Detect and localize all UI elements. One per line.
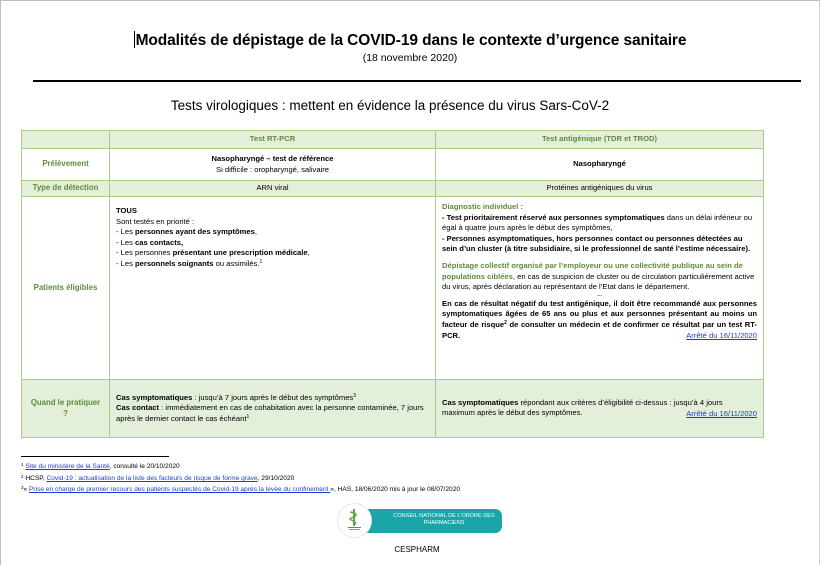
logo-text: CONSEIL NATIONAL DE L’ORDRE DES PHARMACIENS	[393, 513, 495, 526]
list-item: - Les personnes présentant une prescription médicale,	[116, 248, 310, 258]
list-item: - Les cas contacts,	[116, 237, 184, 247]
list-item: - Les personnels soignants ou assimilés.$^1$	[116, 258, 263, 268]
footnote-link[interactable]: Prise en charge de premier recours des patients suspectés de Covid-19 après la levée du confinement	[29, 486, 331, 493]
antigen-collective: Dépistage collectif organisé par l’employeur ou une collectivité publique au sein de populations ciblées, en cas de suspicion de cluster ou de circulation particulièrement active du virus, après déclaration au représentant de l’Etat dans le département.	[442, 260, 755, 292]
document-title[interactable]	[0, 31, 820, 50]
pcr-eligibles-intro: Sont testés en priorité :	[116, 216, 195, 226]
horizontal-rule	[33, 80, 801, 82]
table-row-prelevement	[22, 149, 764, 181]
cell-antigen-prelevement: Nasopharyngé	[436, 149, 764, 181]
footnote-ref: 2	[504, 319, 507, 326]
header-empty-cell	[22, 131, 110, 149]
cell-pcr-prelevement	[110, 149, 436, 181]
arrete-link[interactable]: Arrêté du 16/11/2020	[686, 408, 757, 418]
footnote-separator	[21, 456, 169, 457]
antigen-individual-heading: Diagnostic individuel :	[442, 202, 524, 211]
pcr-eligibles-heading: TOUS	[116, 206, 137, 215]
cell-pcr-when	[110, 380, 436, 438]
list-item: - Les personnes ayant des symptômes,	[116, 227, 257, 237]
arrete-link[interactable]: Arrêté du 16/11/2020	[686, 331, 757, 341]
table-row-detection	[22, 181, 764, 197]
footnote-link[interactable]: Covid-19 : actualisation de la liste des facteurs de risque de forme grave	[46, 475, 258, 482]
row-label-eligibles: Patients éligibles	[22, 197, 110, 380]
footnote-3: $^3$« Prise en charge de premier recours des patients suspectés de Covid-19 après la levée du confinement », HAS, 18/06/2020 mis à jour le 08/07/2020	[21, 485, 461, 493]
antigen-when-text: Cas symptomatiques répondant aux critères d’éligibilité ci-dessus : jusqu’à 4 jours maximum après le début des symptômes.	[442, 397, 723, 418]
row-label-prelevement: Prélèvement	[22, 149, 110, 181]
cell-antigen-when	[436, 380, 764, 438]
ordre-pharmaciens-logo	[332, 506, 502, 536]
document-title-text: Modalités de dépistage de la COVID-19 dans le contexte d’urgence sanitaire	[135, 32, 687, 49]
table-row-when	[22, 380, 764, 438]
antigen-individual-2: - Personnes asymptomatiques, hors personnes contact ou personnes détectées au sein d’un cluster (à titre subsidiaire, si le professionnel de santé l’estime nécessaire).	[442, 233, 751, 254]
document-date: (18 novembre 2020)	[362, 52, 458, 64]
separator: ---	[597, 292, 602, 299]
footnote-1: $^1$ Site du ministère de la Santé, consulté le 20/10/2020	[21, 462, 180, 470]
cell-antigen-detection: Protéines antigéniques du virus	[436, 181, 764, 197]
table-row-eligibles	[22, 197, 764, 380]
row-label-when: Quand le pratiquer ?	[22, 380, 110, 438]
cell-antigen-eligibles	[436, 197, 764, 380]
pcr-prelevement-main: Nasopharyngé – test de référence	[211, 153, 334, 163]
pcr-when-symptomatic: Cas symptomatiques : jusqu’à 7 jours après le début des symptômes$^3$	[116, 392, 356, 402]
row-label-detection: Type de détection	[22, 181, 110, 197]
antigen-individual-1: - Test prioritairement réservé aux personnes symptomatiques dans un délai inférieur ou égal à quatre jours après le début des symptômes,	[442, 212, 753, 233]
column-header-pcr: Test RT-PCR	[110, 131, 436, 149]
caduceus-icon	[338, 504, 371, 537]
footnote-ref: 1	[259, 258, 263, 265]
column-header-antigen: Test antigénique (TDR et TROD)	[436, 131, 764, 149]
pcr-prelevement-sub: Si difficile : oropharyngé, salivaire	[216, 164, 329, 174]
antigen-negative-note: En cas de résultat négatif du test antigénique, il doit être recommandé aux personnes symptomatiques âgées de 65 ans ou plus et aux personnes présentant au moins un facteur de risque$^2$ de consulter un médecin et de confirmer ce résultat par un test RT-PCR.	[442, 298, 757, 340]
section-title: Tests virologiques : mettent en évidence la présence du virus Sars-CoV-2	[170, 98, 610, 113]
pcr-when-contact: Cas contact : immédiatement en cas de cohabitation avec la personne contaminée, 7 jours après le dernier contact le cas échéant$^1$	[116, 403, 424, 423]
comparison-table	[21, 130, 764, 438]
footnote-2: $^2$ HCSP, Covid-19 : actualisation de la liste des facteurs de risque de forme grave, 29/10/2020	[21, 474, 295, 482]
cell-pcr-eligibles	[110, 197, 436, 380]
text-cursor	[134, 31, 135, 48]
logo-caption: CESPHARM	[394, 545, 440, 554]
footnote-link[interactable]: Site du ministère de la Santé	[25, 463, 110, 470]
table-header-row	[22, 131, 764, 149]
cell-pcr-detection: ARN viral	[110, 181, 436, 197]
